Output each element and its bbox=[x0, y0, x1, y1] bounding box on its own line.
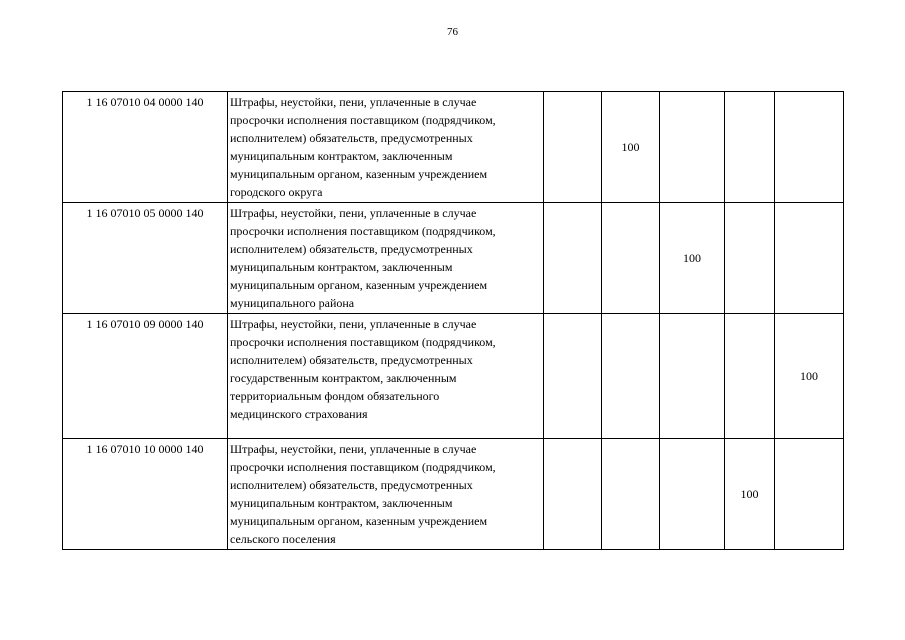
description-line: просрочки исполнения поставщиком (подрядчиком, bbox=[230, 460, 496, 474]
share-cell bbox=[602, 203, 660, 314]
revenue-description-cell bbox=[228, 92, 544, 203]
description-line: государственным контрактом, заключенным bbox=[230, 371, 457, 385]
revenue-distribution-table bbox=[62, 91, 844, 550]
table-row bbox=[63, 439, 844, 550]
revenue-code-cell: 1 16 07010 04 0000 140 bbox=[63, 92, 228, 203]
share-cell bbox=[725, 92, 775, 203]
description-line: медицинского страхования bbox=[230, 407, 368, 421]
revenue-code-cell: 1 16 07010 10 0000 140 bbox=[63, 439, 228, 550]
table-row bbox=[63, 203, 844, 314]
share-cell bbox=[544, 92, 602, 203]
share-cell bbox=[725, 314, 775, 439]
revenue-description-cell bbox=[228, 203, 544, 314]
description-line: территориальным фондом обязательного bbox=[230, 389, 440, 403]
description-line: муниципальным контрактом, заключенным bbox=[230, 149, 453, 163]
description-line: муниципального района bbox=[230, 296, 355, 310]
share-cell bbox=[660, 314, 725, 439]
table-row bbox=[63, 92, 844, 203]
revenue-description-cell bbox=[228, 314, 544, 439]
share-cell bbox=[544, 314, 602, 439]
description-line: исполнителем) обязательств, предусмотренных bbox=[230, 242, 473, 256]
revenue-code-cell: 1 16 07010 05 0000 140 bbox=[63, 203, 228, 314]
description-line: исполнителем) обязательств, предусмотренных bbox=[230, 131, 473, 145]
share-cell: 100 bbox=[660, 203, 725, 314]
description-line: исполнителем) обязательств, предусмотренных bbox=[230, 478, 473, 492]
share-cell: 100 bbox=[602, 92, 660, 203]
description-line: просрочки исполнения поставщиком (подрядчиком, bbox=[230, 335, 496, 349]
share-cell bbox=[660, 439, 725, 550]
share-cell bbox=[725, 203, 775, 314]
table-row bbox=[63, 314, 844, 439]
description-line: городского округа bbox=[230, 185, 323, 199]
share-cell bbox=[660, 92, 725, 203]
description-line: муниципальным органом, казенным учреждением bbox=[230, 514, 488, 528]
description-line: муниципальным органом, казенным учреждением bbox=[230, 278, 488, 292]
page-number: 76 bbox=[447, 26, 458, 38]
description-line: Штрафы, неустойки, пени, уплаченные в случае bbox=[230, 95, 477, 109]
description-line: исполнителем) обязательств, предусмотренных bbox=[230, 353, 473, 367]
description-line: просрочки исполнения поставщиком (подрядчиком, bbox=[230, 113, 496, 127]
share-cell bbox=[544, 439, 602, 550]
revenue-code-cell: 1 16 07010 09 0000 140 bbox=[63, 314, 228, 439]
description-line: муниципальным контрактом, заключенным bbox=[230, 260, 453, 274]
description-line: сельского поселения bbox=[230, 532, 336, 546]
share-cell bbox=[602, 439, 660, 550]
description-line: муниципальным органом, казенным учреждением bbox=[230, 167, 488, 181]
share-cell: 100 bbox=[725, 439, 775, 550]
description-line: просрочки исполнения поставщиком (подрядчиком, bbox=[230, 224, 496, 238]
description-line: муниципальным контрактом, заключенным bbox=[230, 496, 453, 510]
share-cell bbox=[775, 203, 844, 314]
share-cell bbox=[544, 203, 602, 314]
description-line: Штрафы, неустойки, пени, уплаченные в случае bbox=[230, 442, 477, 456]
revenue-description-cell bbox=[228, 439, 544, 550]
share-cell bbox=[602, 314, 660, 439]
description-line: Штрафы, неустойки, пени, уплаченные в случае bbox=[230, 206, 477, 220]
share-cell bbox=[775, 92, 844, 203]
description-line: Штрафы, неустойки, пени, уплаченные в случае bbox=[230, 317, 477, 331]
share-cell bbox=[775, 439, 844, 550]
share-cell: 100 bbox=[775, 314, 844, 439]
